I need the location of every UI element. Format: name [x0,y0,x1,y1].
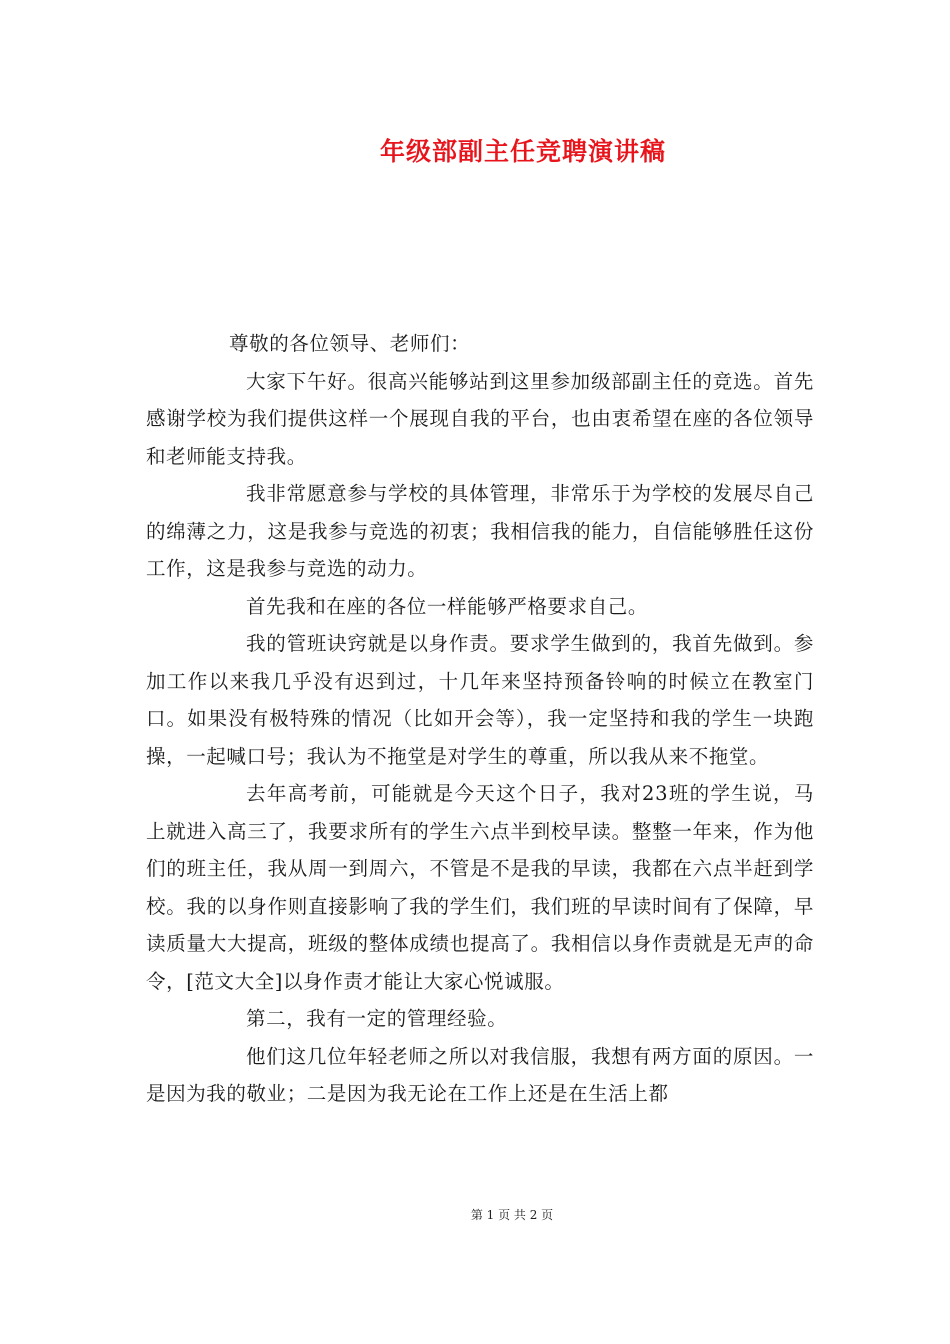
paragraph: 我的管班诀窍就是以身作责。要求学生做到的，我首先做到。参加工作以来我几乎没有迟到过，十几年来坚持预备铃响的时候立在教室门口。如果没有极特殊的情况（比如开会等），我一定坚持和我的学生一块跑操，一起喊口号；我认为不拖堂是对学生的尊重，所以我从来不拖堂。 [146,632,814,768]
paragraph: 去年高考前，可能就是今天这个日子，我对23班的学生说，马上就进入高三了，我要求所有的学生六点半到校早读。整整一年来，作为他们的班主任，我从周一到周六，不管是不是我的早读，我都在六点半赶到学校。我的以身作则直接影响了我的学生们，我们班的早读时间有了保障，早读质量大大提高，班级的整体成绩也提高了。我相信以身作责就是无声的命令，[范文大全]以身作责才能让大家心悦诚服。 [146,782,814,993]
paragraph: 大家下午好。很高兴能够站到这里参加级部副主任的竞选。首先感谢学校为我们提供这样一个展现自我的平台，也由衷希望在座的各位领导和老师能支持我。 [146,369,814,468]
page-number-footer: 第 1 页 共 2 页 [470,1208,554,1222]
document-body [146,325,814,1113]
paragraph: 首先我和在座的各位一样能够严格要求自己。 [246,594,649,618]
paragraph: 我非常愿意参与学校的具体管理，非常乐于为学校的发展尽自己的绵薄之力，这是我参与竞选的初衷；我相信我的能力，自信能够胜任这份工作，这是我参与竞选的动力。 [146,482,814,580]
paragraph: 他们这几位年轻老师之所以对我信服，我想有两方面的原因。一是因为我的敬业；二是因为我无论在工作上还是在生活上都 [146,1044,814,1105]
document-title: 年级部副主任竞聘演讲稿 [380,137,667,166]
paragraph: 第二，我有一定的管理经验。 [246,1007,508,1030]
salutation: 尊敬的各位领导、老师们： [229,332,471,355]
